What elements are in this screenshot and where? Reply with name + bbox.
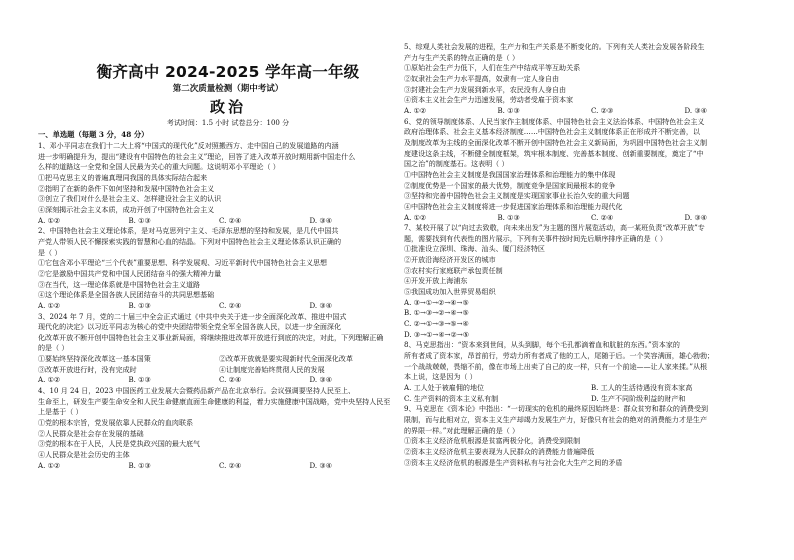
option-c[interactable]: C. ②④ bbox=[219, 300, 242, 310]
text-line: ④开发开放上海浦东 bbox=[404, 276, 468, 286]
text-line: ②制度优势是一个国家的最大优势，制度竞争是国家间最根本的竞争 bbox=[404, 180, 616, 190]
left-column bbox=[38, 141, 400, 471]
text-line: 及制度改革为主线的全面深化改革不断开创中国特色社会主义新局面，为巩固中国特色社会主义制 bbox=[404, 137, 708, 147]
text-line: 本上说，这是因为（ ） bbox=[404, 372, 477, 382]
text-line: ②人民群众是社会存在发展的基础 bbox=[38, 428, 144, 438]
text-line: 上是基于（ ） bbox=[38, 407, 83, 417]
text-line: 产力与生产关系的特点正确的是（ ） bbox=[404, 52, 519, 62]
text-line: 5、综观人类社会发展的进程，生产力和生产关系是不断变化的。下列有关人类社会发展各阶段生 bbox=[404, 42, 705, 51]
option-b[interactable]: B. ①③ bbox=[128, 375, 151, 385]
text-line: 的界限一样。”对此理解正确的是（ ） bbox=[404, 425, 520, 435]
text-line: ③坚持和完善中国特色社会主义制度是实现国家事业长治久安的重大问题 bbox=[404, 191, 630, 201]
option-d[interactable]: D. ③④ bbox=[309, 460, 333, 470]
text-line: 题，需要找到有代表性的图片展示，下列有关事件按时间先后顺序排序正确的是（ ） bbox=[404, 233, 667, 243]
answer-options-q6 bbox=[404, 213, 778, 224]
exam-title: 衡齐高中 2024-2025 学年高一年级 bbox=[96, 63, 360, 81]
text-line: 限制，而与此相对立，资本主义生产却竭力发展生产力，好像只有社会的绝对的消费能力才是生产 bbox=[404, 414, 708, 424]
statement-row bbox=[38, 365, 400, 376]
text-line: 度建设这条主线，不断健全制度框架，筑牢根本制度、完善基本制度、创新重要制度，奠定了“中 bbox=[404, 148, 704, 158]
statement-row bbox=[38, 354, 400, 365]
text-line: ①把马克思主义的普遍真理同我国的具体实际结合起来 bbox=[38, 172, 208, 182]
statement: ②改革开放就是要实现新时代全面深化改革 bbox=[219, 354, 353, 364]
option-b[interactable]: B. ①③ bbox=[497, 105, 520, 115]
text-line: ②资本主义经济危机主要表现为人民群众的消费能力普遍降低 bbox=[404, 446, 595, 456]
option-b[interactable]: B. ①③ bbox=[497, 212, 520, 222]
text-line: 么样的道路这一全党和全国人民最为关心的重大问题。这说明邓小平理论（ ） bbox=[38, 162, 280, 172]
text-line: 生命至上，研发生产要生命安全和人民生命健康直面生命健康的利益，着力实施健康中国战略，党中央坚持人民至 bbox=[38, 396, 391, 406]
option-d[interactable]: D. ③④ bbox=[684, 212, 708, 222]
text-line: ④资本主义社会生产力迅速发展，劳动者受雇于资本家 bbox=[404, 95, 574, 105]
text-line: ②奴隶社会生产力水平提高，奴隶有一定人身自由 bbox=[404, 73, 560, 83]
text-line: ④中国特色社会主义制度将进一步促进国家治理体系和治理能力现代化 bbox=[404, 201, 623, 211]
text-line: 的是（ ） bbox=[38, 343, 69, 353]
option-d[interactable]: D. ③④ bbox=[309, 300, 333, 310]
exam-meta: 考试时间：1.5 小时 试卷总分：100 分 bbox=[166, 119, 290, 127]
option-a[interactable]: A. ①② bbox=[38, 215, 61, 225]
text-line: ②开放沿海经济开发区的城市 bbox=[404, 255, 496, 265]
answer-options-q8-row1 bbox=[404, 383, 778, 394]
text-line: ①中国特色社会主义制度是我国国家治理体系和治理能力的集中体现 bbox=[404, 169, 616, 179]
option-c[interactable]: C. ②④ bbox=[219, 215, 242, 225]
option-b[interactable]: B. ①③ bbox=[128, 460, 151, 470]
option-b[interactable]: B. 工人的生活待遇没有资本家高 bbox=[591, 383, 693, 392]
answer-options-q1 bbox=[38, 216, 400, 227]
text-line: 所有者成了资本家，昂首前行，劳动力所有者成了他的工人，尾随于后。一个笑容满面，雄心勃勃； bbox=[404, 351, 715, 361]
answer-options-q2 bbox=[38, 301, 400, 312]
text-line: ①批准设立深圳、珠海、汕头、厦门经济特区 bbox=[404, 244, 545, 254]
option-c[interactable]: C. ②③ bbox=[591, 105, 614, 115]
text-line: ①它包含邓小平理论“三个代表”重要思想、科学发展观、习近平新时代中国特色社会主义思想 bbox=[38, 258, 328, 268]
text-line: 6、党的领导制度体系、人民当家作主制度体系、中国特色社会主义法治体系、中国特色社会主义 bbox=[404, 116, 705, 126]
statement: ④让制度完善始终贯彻人民的发展 bbox=[219, 364, 325, 374]
text-line: ④这个理论体系是全国各族人民团结奋斗的共同思想基础 bbox=[38, 290, 215, 300]
text-line: ③党的根本在于人民，人民是党执政兴国的最大底气 bbox=[38, 439, 201, 449]
option-c[interactable]: C. ②④ bbox=[219, 375, 242, 385]
text-line: 1、邓小平同志在我们十二大上将“中国式的现代化”反对照搬西方、走中国自己的发展道路的内涵 bbox=[38, 141, 339, 150]
text-line: ①资本主义经济危机根源是贫富两极分化，消费受到限制 bbox=[404, 436, 581, 446]
answer-options-q5 bbox=[404, 106, 778, 117]
text-line: 4、10 月 24 日，2023 中国医药工业发展大会暨药品新产品在北京举行。会议强调要坚持人民至上、 bbox=[38, 386, 356, 396]
right-column bbox=[404, 42, 778, 468]
answer-options-q3 bbox=[38, 375, 400, 386]
option-c[interactable]: C. ②④ bbox=[591, 212, 614, 222]
text-line: ④深刻揭示社会主义本质，成功开创了中国特色社会主义 bbox=[38, 204, 215, 214]
text-line: ⑤我国成功加入世界贸易组织 bbox=[404, 287, 496, 297]
text-line: 9、马克思在《资本论》中指出：“一切现实的危机的最终原因始终是：群众贫穷和群众的消费受到 bbox=[404, 404, 709, 414]
text-line: 产党人带领人民不懈探索实践的智慧和心血的结晶。下列对中国特色社会主义理论体系认识正确的 bbox=[38, 236, 342, 246]
text-line: ①原始社会生产力低下，人们在生产中结成平等互助关系 bbox=[404, 63, 581, 73]
text-line: ②它是激励中国共产党和中国人民团结奋斗的强大精神力量 bbox=[38, 268, 222, 278]
option-d[interactable]: D. ③④ bbox=[309, 215, 333, 225]
text-line: ④人民群众是社会历史的主体 bbox=[38, 450, 130, 460]
text-line: 一个战战兢兢，畏缩不前，像在市场上出卖了自己的皮一样，只有一个前途——让人家来揉。”从根 bbox=[404, 361, 708, 371]
option-a[interactable]: A. ①② bbox=[38, 375, 61, 385]
option-a[interactable]: A. ①② bbox=[404, 105, 427, 115]
option-a[interactable]: A. ①② bbox=[404, 212, 427, 222]
option-a[interactable]: A. ①② bbox=[38, 460, 61, 470]
text-line: 3、2024 年 7 月，党的二十届三中全会正式通过《中共中央关于进一步全面深化改革、推进中国式 bbox=[38, 311, 347, 321]
answer-options-q8-row2 bbox=[404, 394, 778, 405]
option-a[interactable]: A. 工人处于被雇佣的地位 bbox=[404, 383, 485, 392]
text-line: 7、某校开展了以“向过去致敬，向未来出发”为主题的图片展览活动，高一某班负责“改革开放”专 bbox=[404, 223, 705, 233]
option-c[interactable]: C. ②→①→③→⑤→④ bbox=[404, 319, 469, 329]
option-c[interactable]: C. 生产资料的资本主义私有制 bbox=[404, 393, 499, 403]
text-line: 进一步明确提升为，提出“建设有中国特色的社会主义”理论，回答了进入改革开放时期用新中国走什么 bbox=[38, 151, 356, 161]
text-line: 8、马克思指出：“资本来到世间，从头到脚，每个毛孔都滴着血和肮脏的东西。”资本家的 bbox=[404, 340, 680, 350]
option-d[interactable]: D. 生产不同阶级利益的财产和 bbox=[591, 393, 686, 403]
text-line: ②指明了在新的条件下如何坚持和发展中国特色社会主义 bbox=[38, 183, 215, 193]
option-b[interactable]: B. ①③ bbox=[128, 215, 151, 225]
option-a[interactable]: A. ③→①→②→④→⑤ bbox=[404, 297, 469, 307]
section-title: 一、单选题（每题 3 分，48 分） bbox=[38, 130, 149, 139]
text-line: ③在当代，这一理论体系就是中国特色社会主义道路 bbox=[38, 279, 201, 289]
text-line: 是（ ） bbox=[38, 247, 62, 257]
answer-options-q4 bbox=[38, 461, 400, 472]
text-line: 国之治”的制度基石。这表明（ ） bbox=[404, 159, 509, 169]
option-a[interactable]: A. ①② bbox=[38, 300, 61, 310]
text-line: ①党的根本宗旨，党发展依靠人民群众的血肉联系 bbox=[38, 418, 194, 428]
text-line: 化改革开放不断开创中国特色社会主义事业新局面，将继续推进改革开放进行到底的决定，对此，下列理解正确 bbox=[38, 332, 384, 342]
text-line: ③创立了我们对什么是社会主义、怎样建设社会主义的认识 bbox=[38, 194, 222, 204]
exam-subject: 政治 bbox=[209, 98, 246, 116]
text-line: ③资本主义经济危机的根源是生产资料私有与社会化大生产之间的矛盾 bbox=[404, 457, 623, 467]
text-line: ③农村实行家庭联产承包责任制 bbox=[404, 265, 503, 275]
statement: ③改革开放进行时，没有完成时 bbox=[38, 364, 137, 374]
option-c[interactable]: C. ②④ bbox=[219, 460, 242, 470]
option-d[interactable]: D. ③④ bbox=[684, 105, 708, 115]
text-line: 现代化的决定》以习近平同志为核心的党中央团结带领全党全军全国各族人民，以进一步全面深化 bbox=[38, 322, 342, 332]
text-line: 政府治理体系、社会主义基本经济制度……中国特色社会主义制度体系正在形成并不断完善，以 bbox=[404, 127, 700, 137]
exam-subtitle: 第二次质量检测（期中考试） bbox=[172, 84, 284, 94]
text-line: ③封建社会生产力发展到新水平，农民没有人身自由 bbox=[404, 84, 567, 94]
option-d[interactable]: D. ③④ bbox=[309, 375, 333, 385]
option-d[interactable]: D. ③→①→④→②→⑤ bbox=[404, 329, 470, 339]
text-line: 2、中国特色社会主义理论体系，是对马克思列宁主义、毛泽东思想的坚持和发展，是几代中国共 bbox=[38, 226, 339, 236]
statement: ①要始终坚持深化改革这一基本国策 bbox=[38, 354, 151, 364]
option-b[interactable]: B. ①→③→②→④→⑤ bbox=[404, 308, 469, 318]
option-b[interactable]: B. ①③ bbox=[128, 300, 151, 310]
